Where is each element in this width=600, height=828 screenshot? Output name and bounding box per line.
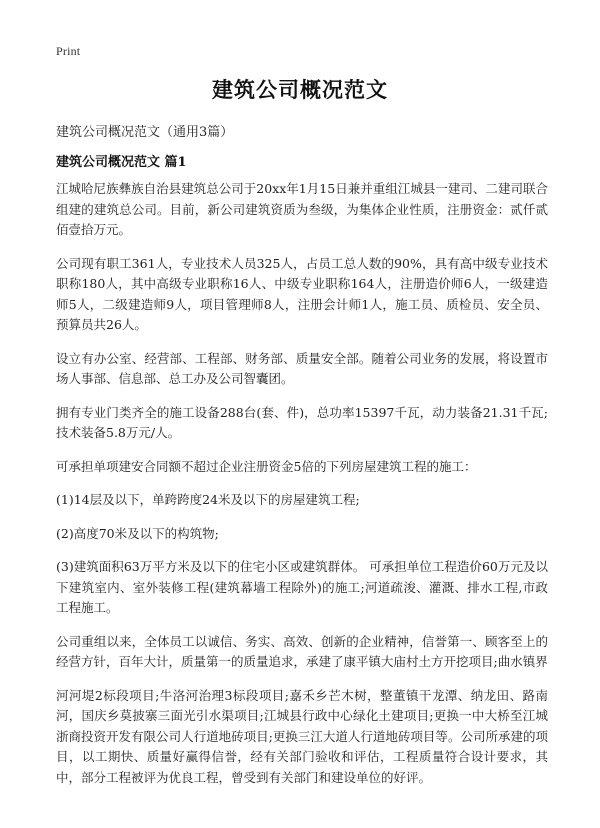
body-paragraph: 河河堤2标段项目;牛洛河治理3标段项目;嘉禾乡芒木树，整董镇干龙潭、纳龙田、路南河，国庆乡莫披寨三面光引水渠项目;江城县行政中心绿化土建项目;更换一中大桥至江城浙商投资开发有限公司人行道地砖项目;更换三江大道人行道地砖项目等。公司所承建的项目，以工期快、质量好赢得信誉，经有关部门验收和评估，工程质量符合设计要求，其中，部分工程被评为优良工程，曾受到有关部门和建设单位的好评。 — [56, 687, 548, 785]
body-paragraph: (3)建筑面积63万平方米及以下的住宅小区或建筑群体。 可承担单位工程造价60万元及以下建筑室内、室外装修工程(建筑幕墙工程除外)的施工;河道疏浚、灌溉、排水工程,市政工程施工。 — [56, 559, 548, 615]
body-paragraph: (1)14层及以下，单跨跨度24米及以下的房屋建筑工程; — [56, 492, 360, 507]
body-paragraph: 拥有专业门类齐全的施工设备288台(套、件)，总功率15397千瓦，动力装备21.31千瓦;技术装备5.8万元/人。 — [56, 404, 548, 440]
body-paragraph: 公司重组以来，全体员工以诚信、务实、高效、创新的企业精神，信誉第一、顾客至上的经营方针，百年大计，质量第一的质量追求，承建了康平镇大庙村土方开挖项目;曲水镇界 — [56, 633, 548, 669]
body-paragraph: 江城哈尼族彝族自治县建筑总公司于20xx年1月15日兼并重组江城县一建司、二建司联合组建的建筑总公司。目前，新公司建筑资质为叁级，为集体企业性质，注册资金：贰仟贰佰壹拾万元。 — [56, 181, 548, 237]
body-paragraph: (2)高度70米及以下的构筑物; — [56, 525, 219, 541]
print-label: Print — [56, 44, 81, 58]
body-paragraph: 可承担单项建安合同额不超过企业注册资金5倍的下列房屋建筑工程的施工： — [56, 458, 477, 474]
body-paragraph: 公司现有职工361人，专业技术人员325人，占员工总人数的90%，具有高中级专业技术职称180人，其中高级专业职称16人、中级专业职称164人，注册造价师6人，一级建造师5人，二级建造师9人，项目管理师8人，注册会计师1人，施工员、质检员、安全员、预算员共26人。 — [56, 255, 548, 332]
body-paragraph: 设立有办公室、经营部、工程部、财务部、质量安全部。随着公司业务的发展，将设置市场人事部、信息部、总工办及公司智囊团。 — [56, 350, 548, 386]
document-title: 建筑公司概况范文 — [212, 77, 388, 102]
section-heading: 建筑公司概况范文 篇1 — [56, 155, 187, 170]
document-subtitle: 建筑公司概况范文（通用3篇） — [56, 125, 234, 140]
document-body — [56, 179, 548, 801]
